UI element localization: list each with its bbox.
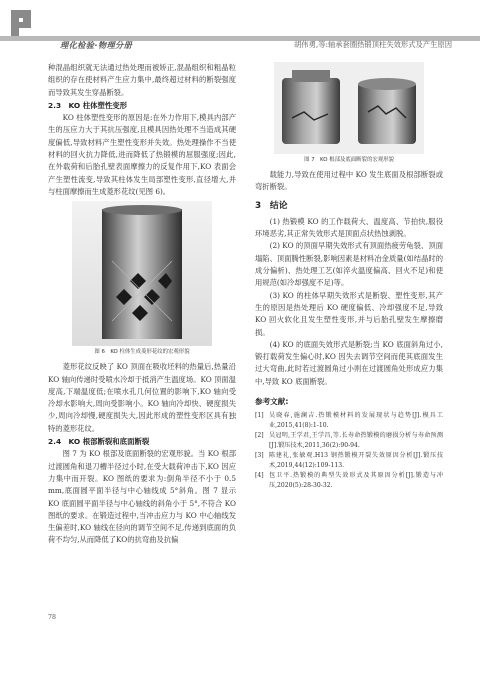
reference-number: [2] — [255, 432, 264, 440]
paragraph: 种混晶组织就无法通过热处理而被矫正,混晶组织和粗晶粒组织的存在使材料产生应力集中,最终超过材料的断裂强度而导致其发生穿晶断裂。 — [48, 63, 236, 97]
reference-number: [1] — [255, 412, 264, 420]
reference-text: 吴冠明,王学君,王学昌,等.长寿命热锻模的磨损分析与寿命预测[J].锻压技术,2011,36(2):90-94. — [269, 432, 443, 449]
left-column — [48, 62, 236, 547]
page-header — [0, 0, 480, 54]
page-number: 78 — [48, 614, 57, 621]
reference-number: [3] — [255, 452, 264, 460]
paragraph: 载能力,导致在使用过程中 KO 发生底面及根部断裂或弯折断裂。 — [255, 170, 443, 192]
section-heading-2-3: 2.3 KO 柱体塑性变形 — [48, 100, 128, 110]
conclusion-2: (2) KO 的顶面早期失效形式有顶面热疲劳龟裂、顶面塌陷、顶面腾性断裂,影响因素是材料冶金质量(如结晶时的成分偏析)、热处理工艺(如淬火温度偏高、回火不足)和使用规范(如冷却强度不足)等。 — [255, 241, 443, 288]
reference-item — [255, 431, 443, 450]
paragraph: 图 7 为 KO 根部及底面断裂的宏观形貌。当 KO 根部过渡圆角和退刀槽半径过小时,在受大载荷冲击下,KO 因应力集中而开裂。KO 图纸的要求为:倒角半径不小于 0.5 mm,底面圆平面半径与中心轴线成 5°斜角。图 7 显示 KO 底面圆平面半径与中心轴线的斜角小于 5°,不符合 KO 图纸的要求。在锻造过程中,当冲击应力与 KO 中心轴线发生偏差时,KO 轴线在径向的调节空间不足,传递到底面的负荷不均匀,从而降低了KO的抗弯曲及抗偏 — [48, 449, 236, 545]
section-heading-2-4: 2.4 KO 根部断裂和底面断裂 — [48, 437, 150, 447]
reference-text: 包卫平.热锻模的典型失效形式及其原因分析[J].锻造与冲压,2020(5):28-30-32. — [269, 472, 443, 489]
conclusion-1: (1) 热锻模 KO 的工作载荷大、温度高、节拍快,服役环境恶劣,其正常失效形式是顶面点状热蚀剥脱。 — [255, 216, 443, 239]
reference-item — [255, 411, 443, 430]
paragraph: KO 柱体塑性变形的原因是:在外力作用下,模具内部产生的压应力大于其抗压强度,且模具因热处理不当造成其硬度偏低,导致材料产生塑性变形并失效。热处理操作不当使材料的回火抗力降低,进而降低了热锻模的屈服强度;因此,在外载荷和后胎孔壁表面摩擦力的反复作用下,KO 表面会产生塑性流变,导致其柱体发生局部塑性变形,直径增大,并与柱面摩擦而生成菱形花纹(见图 6)。 — [48, 113, 236, 196]
reference-text: 吴晓春,施澜吉.热锻模材料的发展现状与趋势[J].模具工业,2015,41(8):1-10. — [269, 412, 443, 430]
figure-7-caption: 图 7 KO 根部及底面断裂的宏观形貌 — [304, 157, 394, 163]
figure-6-caption: 图 6 KO 柱体生成菱形花纹的宏观形貌 — [94, 349, 190, 356]
conclusion-4: (4) KO 的底面失效形式是断裂;当 KO 底面斜角过小,锻打载荷发生偏心时,KO 因失去调节空间而使其底面发生过大弯曲,此时若过渡圆角过小则在过渡圆角处形成应力集中,导致 KO 底面断裂。 — [255, 339, 443, 386]
journal-logo-icon — [8, 8, 36, 36]
references-heading: 参考文献: — [255, 397, 289, 407]
running-title: 胡伟勇,等:轴承套圈热锻顶柱失效形式及产生原因 — [293, 40, 452, 49]
reference-item — [255, 451, 443, 470]
conclusion-3: (3) KO 的柱体早期失效形式是断裂、塑性变形,其产生的原因是热处理后 KO 硬度偏低、冷却强度不足,导致 KO 回火软化且发生塑性变形,并与后胎孔壁发生摩擦磨损。 — [255, 290, 443, 337]
section-heading-3: 3 结论 — [255, 200, 288, 211]
reference-text: 陈建礼,张敏观.H13 钢热锻模开裂失效原因分析[J].锻压技术,2019,44(12):109-113. — [269, 452, 443, 469]
journal-name: 理化检验·物理分册 — [60, 40, 133, 50]
references-list — [255, 411, 443, 490]
reference-item — [255, 471, 443, 490]
figure-7-photo — [274, 62, 424, 154]
right-column — [255, 62, 443, 491]
paragraph: 菱形花纹反映了 KO 顶面在吸收坯料的热量后,热量沿 KO 轴向传递时受喷水冷却于抵消产生温度场。KO 顶面温度高,下端温度低;在喷水孔几何位置的影响下,KO 轴向受冷却水影响大,周向受影响小。KO 轴向冷却快、硬度损失少,周向冷却慢,硬度损失大,因此形成的塑性变形区具有独特的菱形花纹。 — [48, 362, 236, 433]
reference-number: [4] — [255, 472, 264, 480]
figure-6-photo — [72, 201, 212, 346]
